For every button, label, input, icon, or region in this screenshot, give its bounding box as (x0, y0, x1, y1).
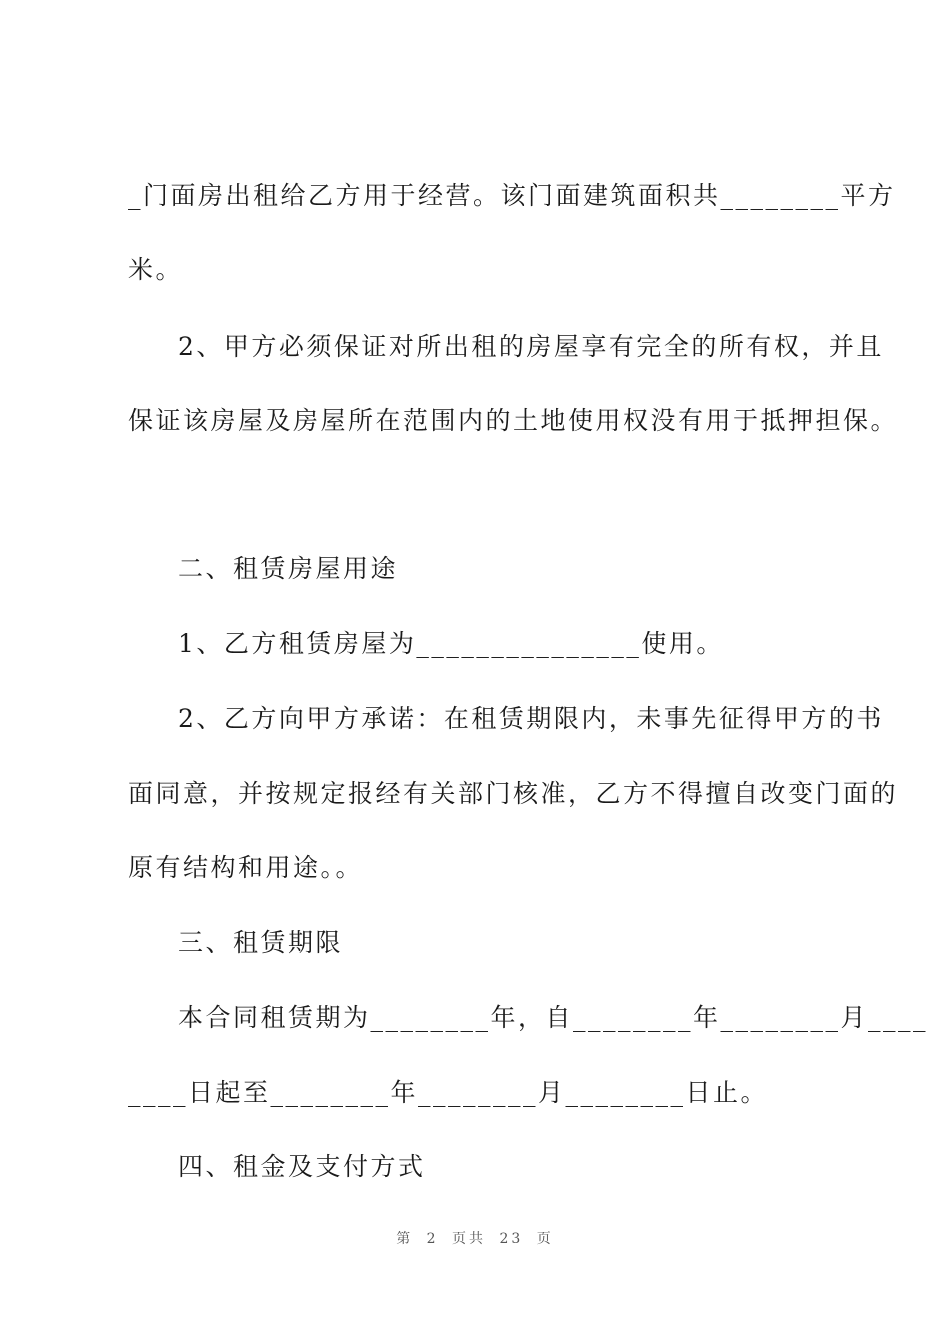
body-line-9: 本合同租赁期为________年，自________年________月____ (178, 1003, 929, 1032)
body-line-4: 保证该房屋及房屋所在范围内的土地使用权没有用于抵押担保。 (128, 406, 899, 435)
body-line-2: 米。 (128, 255, 184, 284)
body-line-7: 面同意，并按规定报经有关部门核准，乙方不得擅自改变门面的 (128, 779, 899, 808)
section-heading-4: 四、租金及支付方式 (178, 1152, 426, 1181)
body-line-6: 2、乙方向甲方承诺：在租赁期限内，未事先征得甲方的书 (178, 704, 884, 733)
body-line-1: _门面房出租给乙方用于经营。该门面建筑面积共________平方 (128, 181, 896, 210)
section-heading-3: 三、租赁期限 (178, 928, 344, 957)
body-line-3: 2、甲方必须保证对所出租的房屋享有完全的所有权，并且 (178, 332, 884, 361)
page-number-footer: 第 2 页共 23 页 (396, 1231, 554, 1247)
body-line-10: ____日起至________年________月________日止。 (128, 1078, 769, 1107)
body-line-5: 1、乙方租赁房屋为_______________使用。 (178, 629, 724, 658)
body-line-8: 原有结构和用途。。 (128, 853, 364, 882)
section-heading-2: 二、租赁房屋用途 (178, 554, 399, 583)
